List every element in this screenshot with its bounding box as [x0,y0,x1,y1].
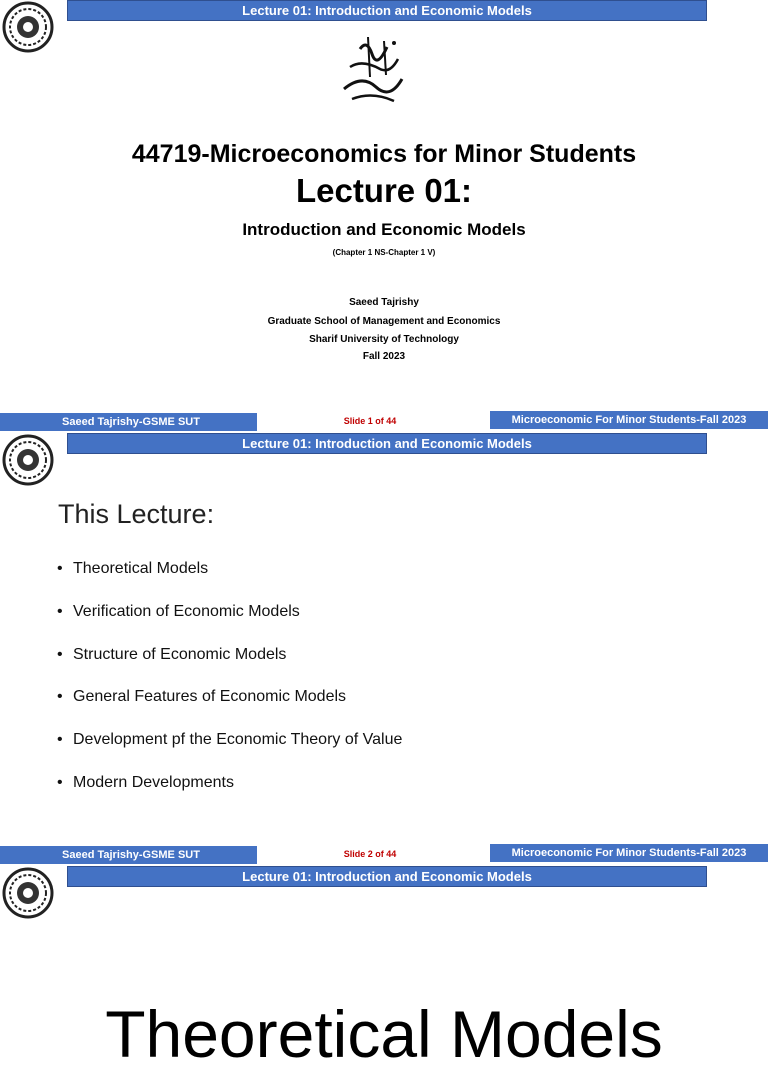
lecture-subtitle: Introduction and Economic Models [242,220,526,239]
university-logo-icon [2,434,54,486]
course-title: 44719-Microeconomics for Minor Students [131,140,637,168]
list-item: • Structure of Economic Models [57,646,287,663]
bullet-icon: • [57,731,63,748]
university-name: Sharif University of Technology [309,334,459,345]
bullet-icon: • [57,560,63,577]
bullet-icon: • [57,646,63,663]
list-item: • Development pf the Economic Theory of Value [57,731,403,748]
bullet-icon: • [57,603,63,620]
lecture-header-bar: Lecture 01: Introduction and Economic Models [67,866,707,887]
slide-number: Slide 2 of 44 [343,849,397,859]
calligraphy-basmala-icon [332,28,412,110]
university-logo-icon [2,867,54,919]
lecture-header-bar: Lecture 01: Introduction and Economic Models [67,0,707,21]
footer-course: Microeconomic For Minor Students-Fall 2023 [490,844,768,862]
slide-title: Theoretical Models [105,997,663,1071]
slide-3 [0,866,768,1071]
slide-heading: This Lecture: [58,499,215,529]
lecture-title: Lecture 01: [295,172,473,209]
school-name: Graduate School of Management and Economics [267,316,501,327]
footer-author: Saeed Tajrishy-GSME SUT [0,846,257,864]
author-name: Saeed Tajrishy [349,297,419,308]
term-label: Fall 2023 [362,351,406,362]
list-item: • Theoretical Models [57,560,209,577]
list-item: • Verification of Economic Models [57,603,300,620]
list-item: • General Features of Economic Models [57,688,347,705]
slide-1 [0,0,768,433]
chapter-note: (Chapter 1 NS-Chapter 1 V) [332,248,436,257]
slide-2 [0,433,768,866]
bullet-icon: • [57,774,63,791]
footer-author: Saeed Tajrishy-GSME SUT [0,413,257,431]
footer-course: Microeconomic For Minor Students-Fall 2023 [490,411,768,429]
university-logo-icon [2,1,54,53]
list-item: • Modern Developments [57,774,234,791]
lecture-header-bar: Lecture 01: Introduction and Economic Models [67,433,707,454]
bullet-icon: • [57,688,63,705]
slide-number: Slide 1 of 44 [343,416,397,426]
